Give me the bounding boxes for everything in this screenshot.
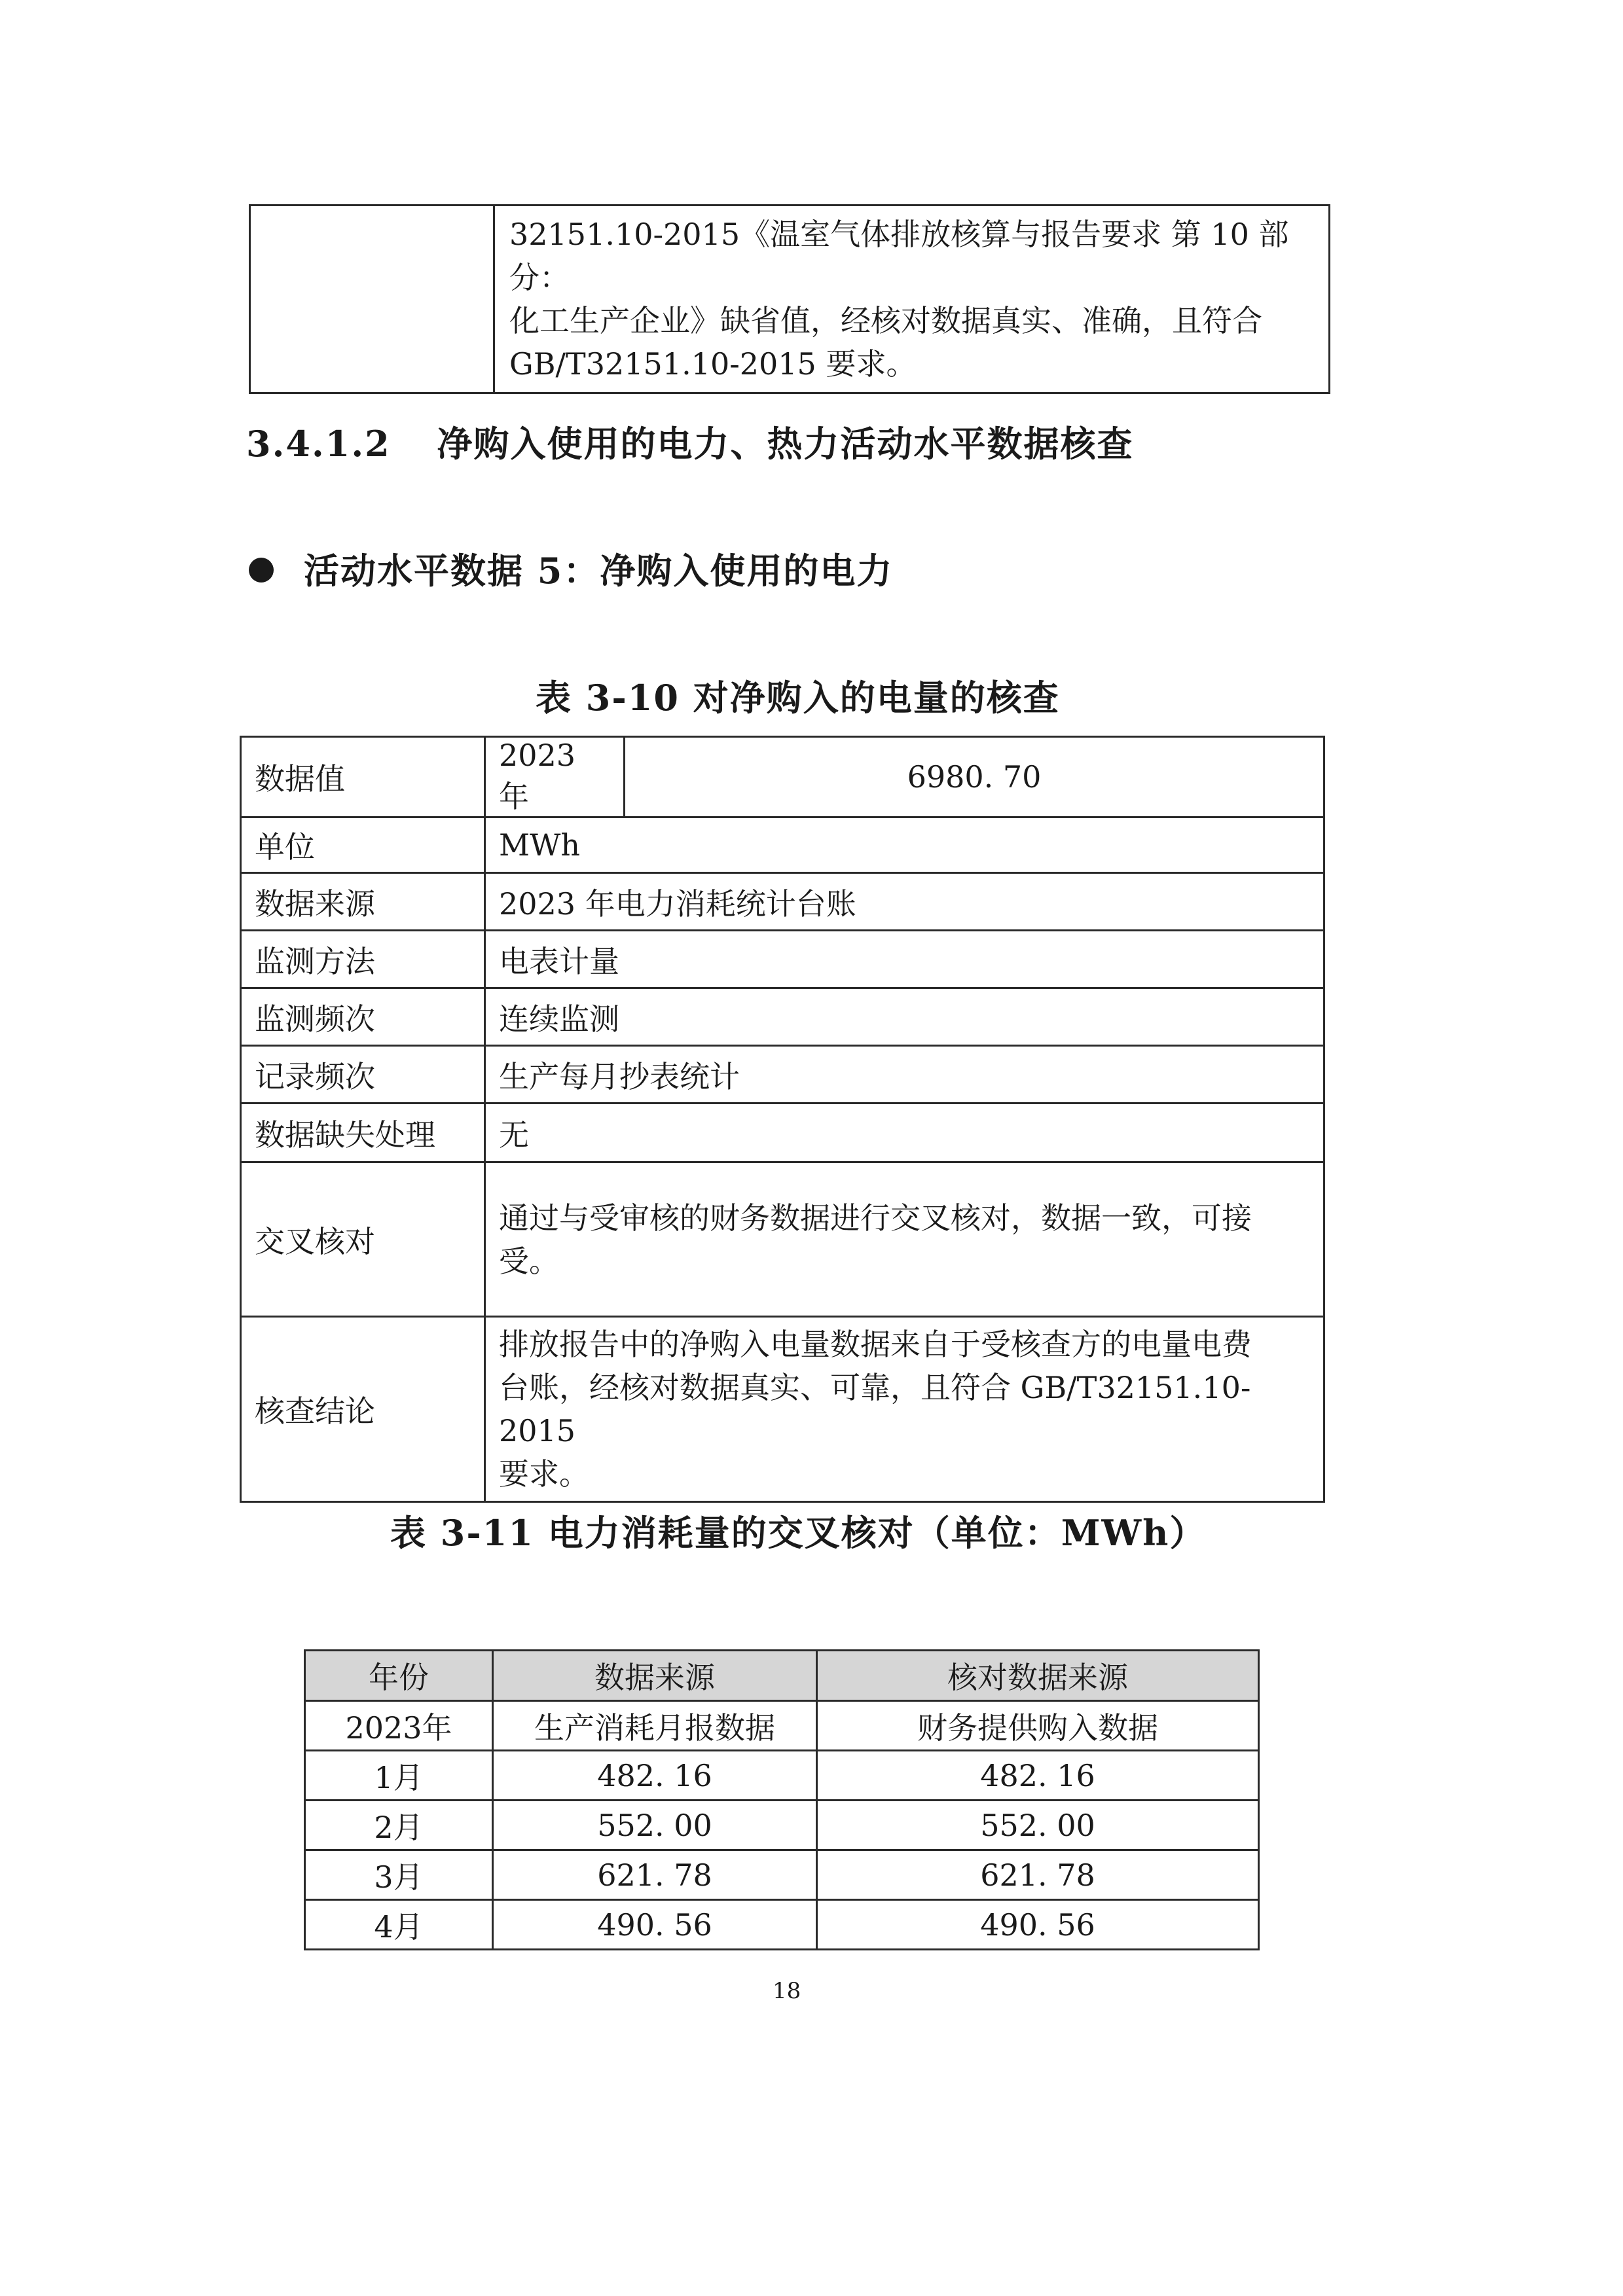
table-row: [241, 1103, 1324, 1162]
section-title: 净购入使用的电力、热力活动水平数据核查: [437, 423, 1134, 465]
year-cell: 2023 年: [485, 737, 625, 817]
table-row: [241, 1317, 1324, 1502]
text-line: 通过与受审核的财务数据进行交叉核对，数据一致，可接: [499, 1200, 1252, 1236]
subheader-row: [305, 1701, 1259, 1751]
table-cell: 4月: [305, 1900, 493, 1950]
table-cell: 621. 78: [493, 1850, 817, 1900]
page-number: 18: [773, 1978, 801, 2004]
text-line: GB/T32151.10-2015 要求。: [509, 346, 917, 382]
table-caption: 表 3-10 对净购入的电量的核查: [536, 677, 1060, 719]
text-line: 排放报告中的净购入电量数据来自于受核查方的电量电费: [499, 1327, 1252, 1362]
table-row: [305, 1900, 1259, 1950]
table-cell: 482. 16: [817, 1751, 1259, 1801]
text-line: 化工生产企业》缺省值，经核对数据真实、准确，且符合: [509, 303, 1262, 338]
row-value: [485, 1162, 1324, 1317]
table-row: [305, 1801, 1259, 1850]
table-row: [241, 988, 1324, 1046]
table-row: [241, 873, 1324, 931]
table-row: [241, 1162, 1324, 1317]
table-cell: 482. 16: [493, 1751, 817, 1801]
text-line: 受。: [499, 1243, 559, 1279]
section-heading: [246, 416, 1134, 467]
table-cell: 490. 56: [493, 1900, 817, 1950]
data-value-cell: 6980. 70: [625, 737, 1324, 817]
table-row: [241, 931, 1324, 988]
row-value: MWh: [485, 817, 1324, 873]
row-value: 2023 年电力消耗统计台账: [485, 873, 1324, 931]
table-cell: 552. 00: [817, 1801, 1259, 1850]
section-number: 3.4.1.2: [246, 423, 391, 465]
table-cell: 财务提供购入数据: [817, 1701, 1259, 1751]
column-header: 核对数据来源: [817, 1651, 1259, 1701]
row-label: 交叉核对: [241, 1162, 485, 1317]
row-value: 无: [485, 1103, 1324, 1162]
table-row: [241, 817, 1324, 873]
row-label: 数据来源: [241, 873, 485, 931]
text-line: 台账，经核对数据真实、可靠，且符合 GB/T32151.10-2015: [499, 1370, 1251, 1448]
table-cell: 621. 78: [817, 1850, 1259, 1900]
table-row: [241, 1046, 1324, 1103]
row-value: 连续监测: [485, 988, 1324, 1046]
table-cell: 490. 56: [817, 1900, 1259, 1950]
table-cell: 2023年: [305, 1701, 493, 1751]
table-cell: 552. 00: [493, 1801, 817, 1850]
row-label: 数据值: [241, 737, 485, 817]
row-value: 生产每月抄表统计: [485, 1046, 1324, 1103]
row-label: 数据缺失处理: [241, 1103, 485, 1162]
electricity-cross-check-table: [304, 1649, 1260, 1950]
continuation-table: [249, 204, 1330, 394]
table-row: [241, 737, 1324, 817]
column-header: 数据来源: [493, 1651, 817, 1701]
row-label: 核查结论: [241, 1317, 485, 1502]
table-cell: 生产消耗月报数据: [493, 1701, 817, 1751]
row-value: [485, 1317, 1324, 1502]
row-value: 电表计量: [485, 931, 1324, 988]
bullet-text: 活动水平数据 5：净购入使用的电力: [304, 550, 894, 592]
empty-label-cell: [250, 206, 494, 393]
row-label: 单位: [241, 817, 485, 873]
row-label: 监测方法: [241, 931, 485, 988]
header-row: [305, 1651, 1259, 1701]
table-row: [305, 1751, 1259, 1801]
row-label: 记录频次: [241, 1046, 485, 1103]
column-header: 年份: [305, 1651, 493, 1701]
table-row: [305, 1850, 1259, 1900]
table-cell: 2月: [305, 1801, 493, 1850]
bullet-icon: [249, 558, 274, 583]
row-label: 监测频次: [241, 988, 485, 1046]
electricity-check-table: [240, 736, 1325, 1503]
table-row: [250, 206, 1330, 393]
text-line: 32151.10-2015《温室气体排放核算与报告要求 第 10 部分：: [509, 217, 1289, 295]
table-caption: 表 3-11 电力消耗量的交叉核对（单位：MWh）: [390, 1512, 1207, 1554]
table-cell: 3月: [305, 1850, 493, 1900]
table-cell: 1月: [305, 1751, 493, 1801]
text-line: 要求。: [499, 1456, 589, 1492]
continuation-text-cell: [494, 206, 1330, 393]
